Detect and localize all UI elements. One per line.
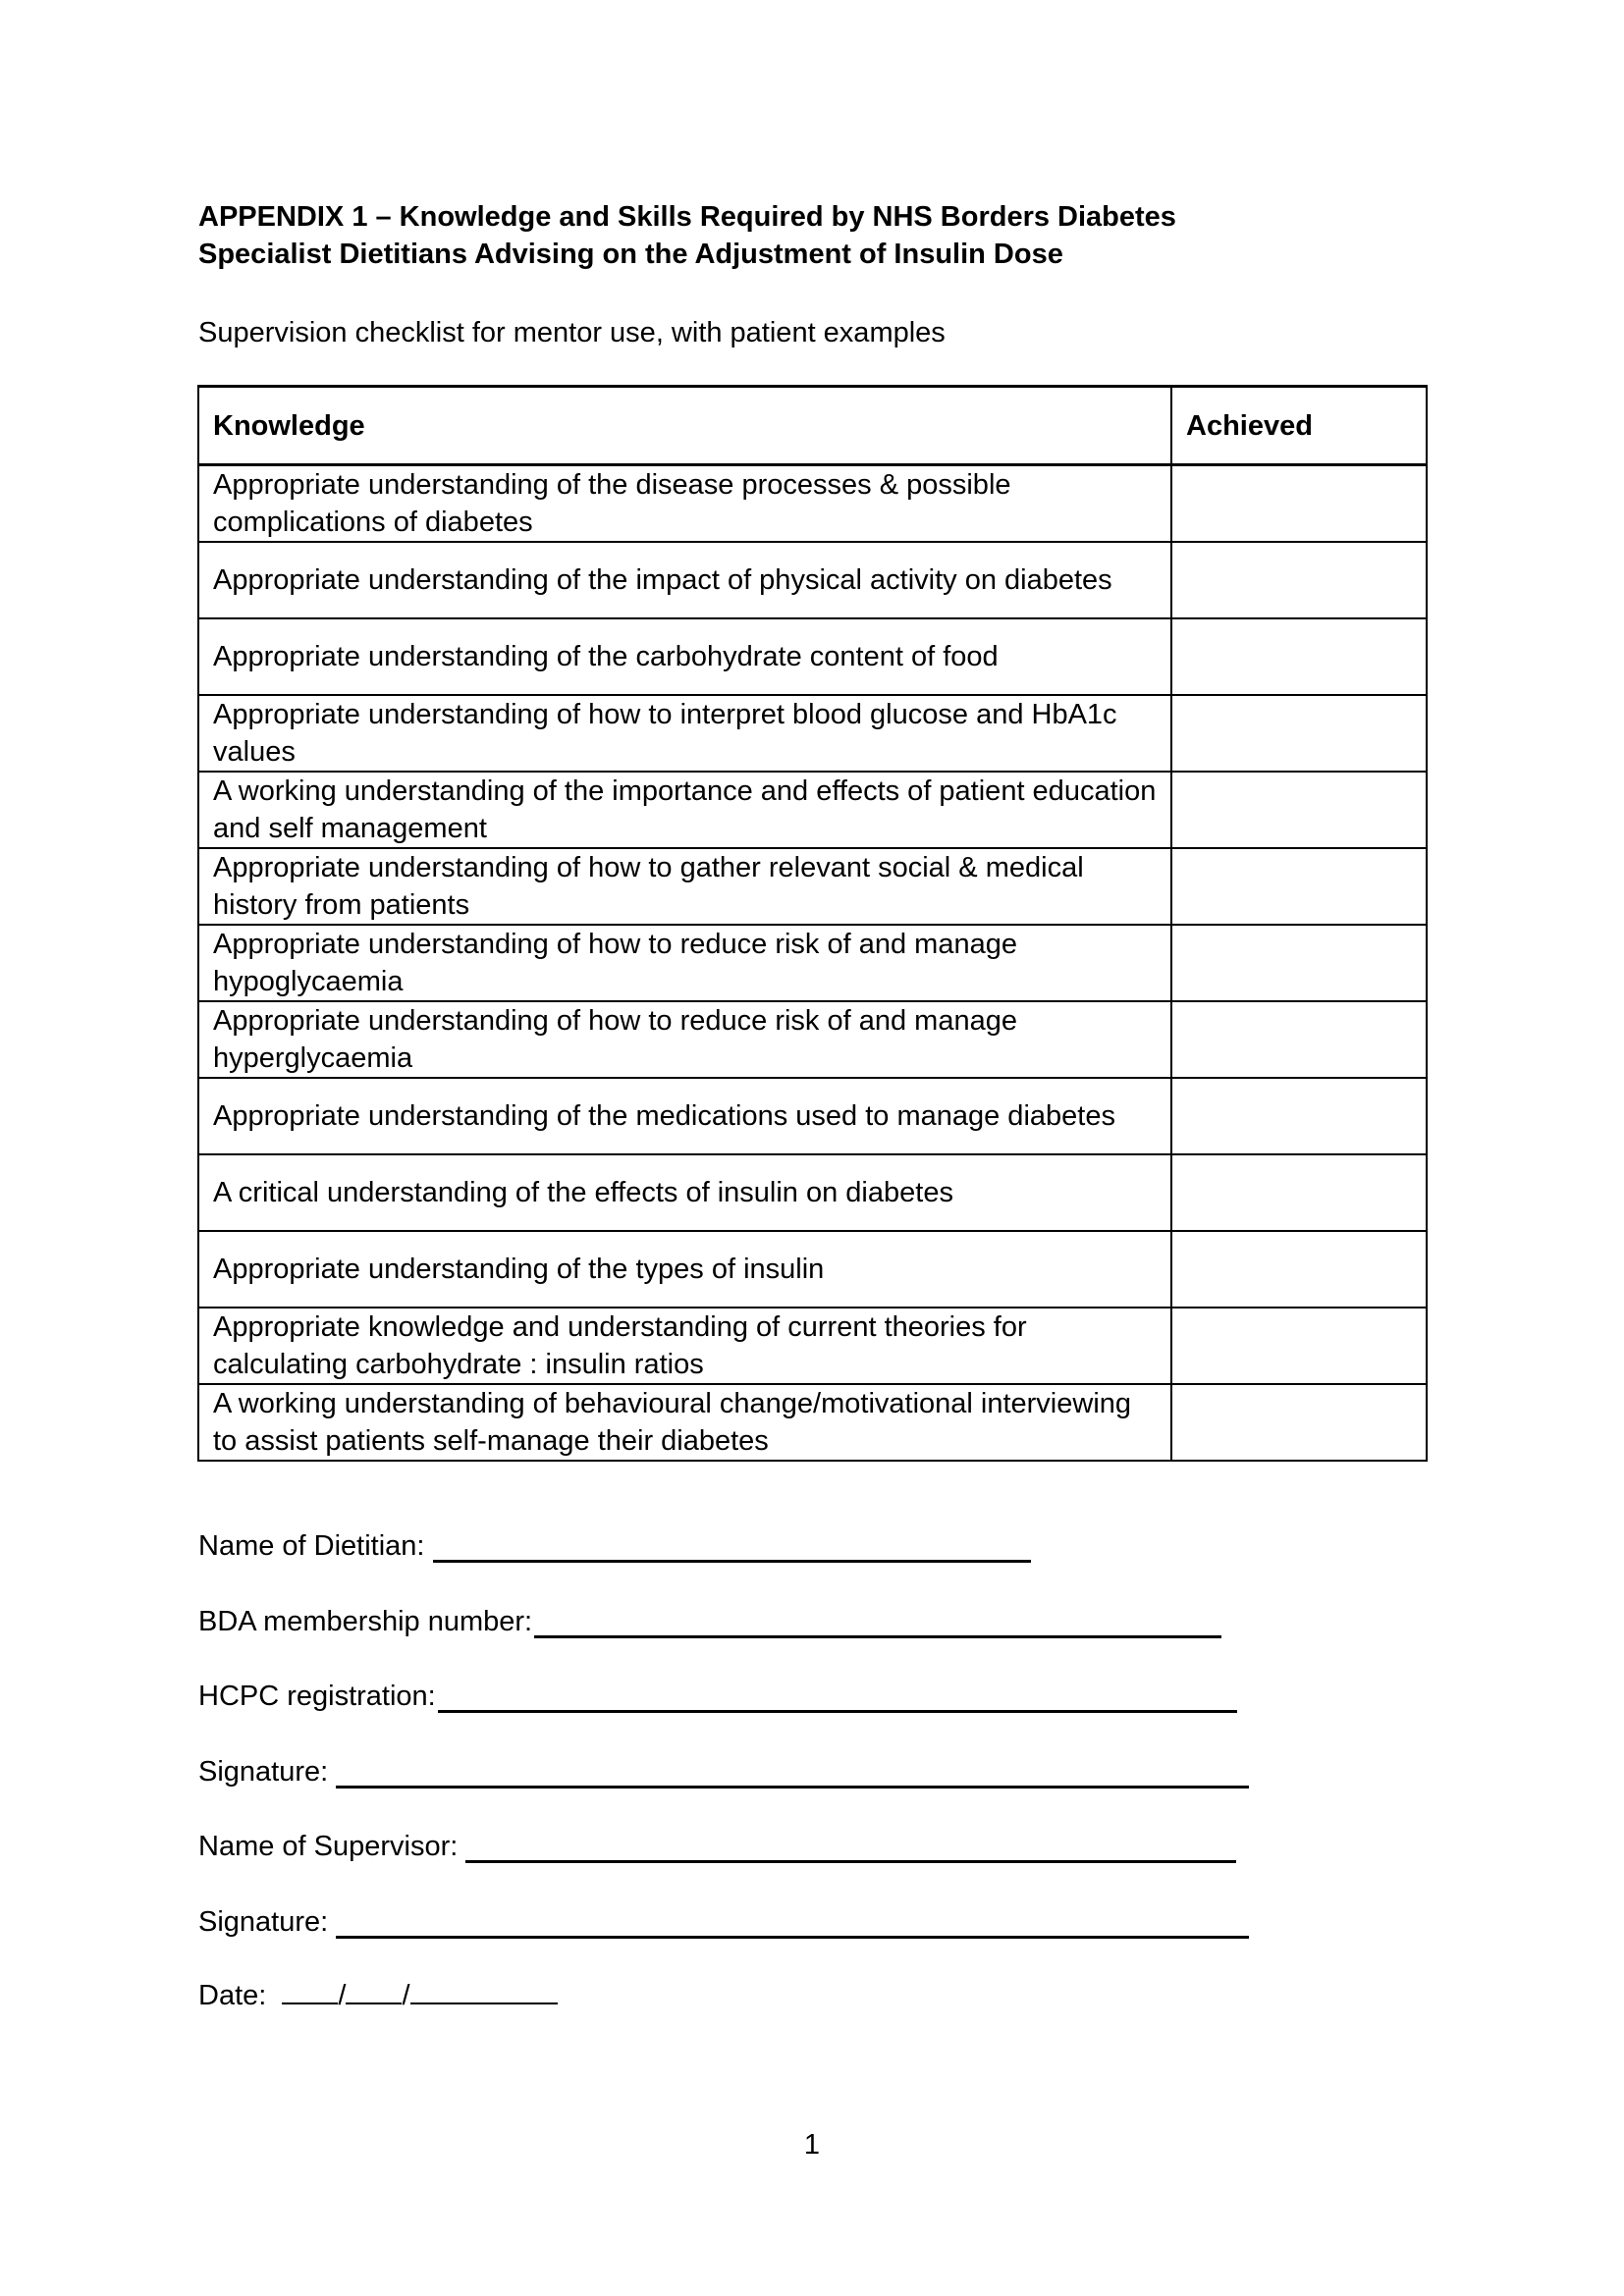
knowledge-cell: A working understanding of behavioural change/motivational interviewing to assist patients self-manage their diabetes	[198, 1384, 1171, 1461]
page-title	[198, 198, 1475, 273]
date-day-input[interactable]	[282, 1979, 338, 2004]
supervisor-signature-label: Signature:	[198, 1906, 329, 1938]
achieved-cell[interactable]	[1171, 1384, 1427, 1461]
table-row	[198, 695, 1427, 772]
table-header-row	[198, 387, 1427, 465]
title-line-2: Specialist Dietitians Advising on the Adjustment of Insulin Dose	[198, 239, 1063, 270]
table-row	[198, 1231, 1427, 1308]
dietitian-name-label: Name of Dietitian:	[198, 1530, 425, 1562]
achieved-cell[interactable]	[1171, 618, 1427, 695]
knowledge-cell: Appropriate knowledge and understanding of current theories for calculating carbohydrate : insulin ratios	[198, 1308, 1171, 1384]
table-row	[198, 1384, 1427, 1461]
knowledge-cell: Appropriate understanding of how to gather relevant social & medical history from patients	[198, 848, 1171, 925]
knowledge-cell: A working understanding of the importance and effects of patient education and self management	[198, 772, 1171, 848]
bda-membership-field	[198, 1605, 1221, 1638]
dietitian-signature-input[interactable]	[336, 1760, 1249, 1789]
achieved-cell[interactable]	[1171, 1078, 1427, 1154]
achieved-cell[interactable]	[1171, 772, 1427, 848]
table-row	[198, 465, 1427, 543]
table-row	[198, 772, 1427, 848]
table-row	[198, 1001, 1427, 1078]
dietitian-name-input[interactable]	[433, 1534, 1031, 1563]
table-row	[198, 1078, 1427, 1154]
bda-membership-label: BDA membership number:	[198, 1606, 533, 1637]
achieved-cell[interactable]	[1171, 1308, 1427, 1384]
knowledge-cell: Appropriate understanding of the medications used to manage diabetes	[198, 1078, 1171, 1154]
bda-membership-input[interactable]	[534, 1610, 1221, 1638]
table-row	[198, 848, 1427, 925]
supervisor-name-field	[198, 1830, 1236, 1863]
table-row	[198, 1154, 1427, 1231]
knowledge-cell: Appropriate understanding of the types of insulin	[198, 1231, 1171, 1308]
date-separator: /	[338, 1980, 347, 2011]
achieved-cell[interactable]	[1171, 542, 1427, 618]
achieved-cell[interactable]	[1171, 848, 1427, 925]
column-header-knowledge: Knowledge	[198, 387, 1171, 465]
hcpc-registration-label: HCPC registration:	[198, 1681, 436, 1712]
achieved-cell[interactable]	[1171, 1001, 1427, 1078]
achieved-cell[interactable]	[1171, 925, 1427, 1001]
achieved-cell[interactable]	[1171, 1154, 1427, 1231]
achieved-cell[interactable]	[1171, 465, 1427, 543]
title-line-1: APPENDIX 1 – Knowledge and Skills Required by NHS Borders Diabetes	[198, 201, 1176, 233]
supervisor-name-input[interactable]	[465, 1835, 1236, 1863]
subtitle: Supervision checklist for mentor use, with patient examples	[198, 317, 946, 348]
supervisor-signature-input[interactable]	[336, 1910, 1249, 1939]
knowledge-cell: Appropriate understanding of how to reduce risk of and manage hyperglycaemia	[198, 1001, 1171, 1078]
date-month-input[interactable]	[346, 1979, 402, 2004]
knowledge-cell: Appropriate understanding of the disease processes & possible complications of diabetes	[198, 465, 1171, 543]
date-year-input[interactable]	[410, 1979, 558, 2004]
date-label: Date:	[198, 1980, 267, 2011]
table-row	[198, 1308, 1427, 1384]
knowledge-cell: Appropriate understanding of how to reduce risk of and manage hypoglycaemia	[198, 925, 1171, 1001]
knowledge-cell: Appropriate understanding of the carbohydrate content of food	[198, 618, 1171, 695]
table-row	[198, 542, 1427, 618]
hcpc-registration-input[interactable]	[438, 1684, 1237, 1713]
achieved-cell[interactable]	[1171, 1231, 1427, 1308]
supervisor-name-label: Name of Supervisor:	[198, 1831, 459, 1862]
column-header-achieved: Achieved	[1171, 387, 1427, 465]
knowledge-cell: Appropriate understanding of the impact of physical activity on diabetes	[198, 542, 1171, 618]
supervisor-signature-field	[198, 1905, 1249, 1939]
date-separator: /	[402, 1980, 410, 2011]
knowledge-checklist-table	[197, 385, 1428, 1462]
knowledge-cell: A critical understanding of the effects of insulin on diabetes	[198, 1154, 1171, 1231]
dietitian-name-field	[198, 1529, 1031, 1563]
achieved-cell[interactable]	[1171, 695, 1427, 772]
date-field	[198, 1979, 558, 2012]
table-row	[198, 925, 1427, 1001]
page-number: 1	[803, 2129, 821, 2161]
knowledge-cell: Appropriate understanding of how to interpret blood glucose and HbA1c values	[198, 695, 1171, 772]
table-row	[198, 618, 1427, 695]
hcpc-registration-field	[198, 1680, 1237, 1713]
dietitian-signature-label: Signature:	[198, 1756, 329, 1788]
dietitian-signature-field	[198, 1755, 1249, 1789]
